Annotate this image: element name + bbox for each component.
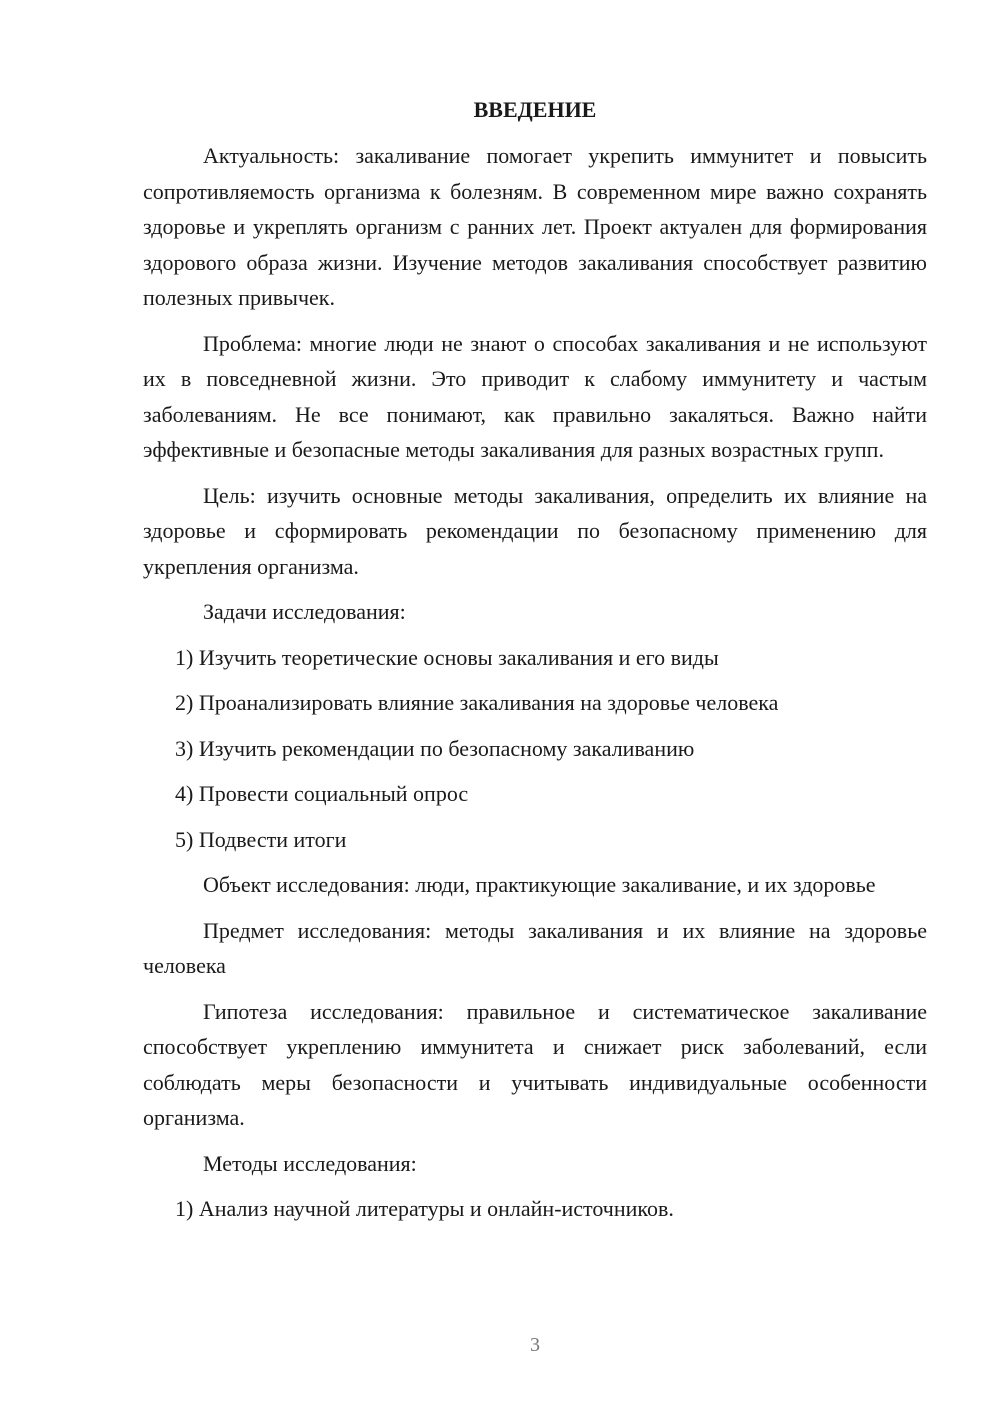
problem-paragraph: Проблема: многие люди не знают о способах закаливания и не используют их в повседневной жизни. Это приводит к слабому иммунитету и частым заболеваниям. Не все понимают, как правильно закаляться. Важно найти эффективные и безопасные методы закаливания для разных возрастных групп. — [143, 330, 927, 462]
list-item: 5) Подвести итоги — [175, 826, 347, 852]
document-page — [143, 92, 927, 1237]
tasks-list — [143, 640, 927, 858]
tasks-heading: Задачи исследования: — [203, 599, 406, 624]
actuality-paragraph: Актуальность: закаливание помогает укрепить иммунитет и повысить сопротивляемость организма к болезням. В современном мире важно сохранять здоровье и укреплять организм с ранних лет. Проект актуален для формирования здорового образа жизни. Изучение методов закаливания способствует развитию полезных привычек. — [143, 143, 927, 310]
goal-paragraph: Цель: изучить основные методы закаливания, определить их влияние на здоровье и сформировать рекомендации по безопасному применению для укрепления организма. — [143, 482, 927, 579]
list-item: 1) Анализ научной литературы и онлайн-источников. — [175, 1196, 674, 1221]
methods-heading: Методы исследования: — [203, 1150, 417, 1176]
list-item: 1) Изучить теоретические основы закаливания и его виды — [175, 644, 719, 670]
hypothesis-paragraph: Гипотеза исследования: правильное и систематическое закаливание способствует укреплению иммунитета и снижает риск заболеваний, если соблюдать меры безопасности и учитывать индивидуальные особенности организма. — [143, 998, 927, 1130]
subject-paragraph: Предмет исследования: методы закаливания и их влияние на здоровье человека — [143, 917, 927, 978]
page-number: 3 — [530, 1334, 540, 1356]
list-item: 3) Изучить рекомендации по безопасному закаливанию — [175, 735, 695, 761]
methods-list — [143, 1191, 927, 1227]
object-paragraph: Объект исследования: люди, практикующие закаливание, и их здоровье — [203, 872, 876, 897]
section-title: ВВЕДЕНИЕ — [473, 97, 597, 122]
list-item: 2) Проанализировать влияние закаливания на здоровье человека — [175, 690, 779, 715]
list-item: 4) Провести социальный опрос — [175, 781, 469, 806]
